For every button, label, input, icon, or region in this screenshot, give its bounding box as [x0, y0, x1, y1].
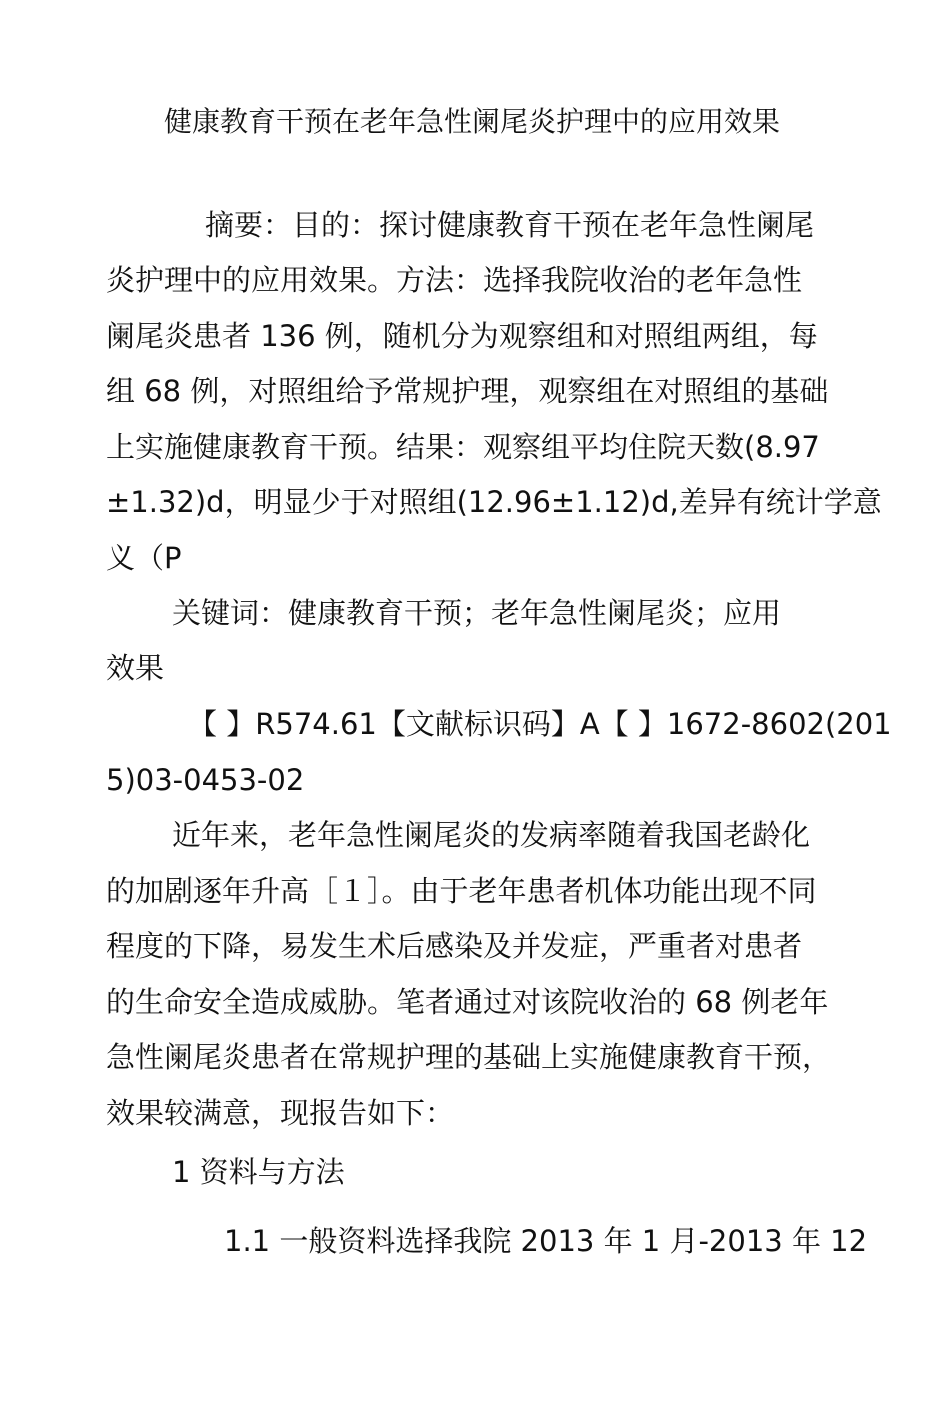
abstract-line: 义（P — [106, 541, 182, 575]
abstract-line: 摘要：目的：探讨健康教育干预在老年急性阑尾 — [205, 208, 815, 242]
abstract-line: 组 68 例，对照组给予常规护理，观察组在对照组的基础 — [106, 374, 829, 408]
classification-line: 【 】R574.61【文献标识码】A【 】1672-8602(201 — [188, 707, 892, 741]
intro-line: 程度的下降，易发生术后感染及并发症，严重者对患者 — [106, 929, 803, 963]
subsection-line: 1.1 一般资料选择我院 2013 年 1 月-2013 年 12 — [224, 1224, 868, 1258]
intro-line: 近年来，老年急性阑尾炎的发病率随着我国老龄化 — [172, 818, 811, 852]
classification-line: 5)03-0453-02 — [106, 763, 305, 797]
intro-line: 效果较满意，现报告如下： — [106, 1096, 455, 1130]
section-heading: 1 资料与方法 — [172, 1155, 345, 1189]
intro-line: 急性阑尾炎患者在常规护理的基础上实施健康教育干预， — [106, 1040, 832, 1074]
intro-line: 的生命安全造成威胁。笔者通过对该院收治的 68 例老年 — [106, 985, 829, 1019]
abstract-line: ±1.32)d，明显少于对照组(12.96±1.12)d,差异有统计学意 — [106, 485, 882, 519]
keywords-line: 关键词：健康教育干预；老年急性阑尾炎；应用 — [172, 596, 782, 630]
intro-line: 的加剧逐年升高［１］。由于老年患者机体功能出现不同 — [106, 874, 817, 908]
keywords-line: 效果 — [106, 651, 165, 685]
abstract-line: 上实施健康教育干预。结果：观察组平均住院天数(8.97 — [106, 430, 820, 464]
abstract-line: 阑尾炎患者 136 例，随机分为观察组和对照组两组，每 — [106, 319, 818, 353]
paper-title: 健康教育干预在老年急性阑尾炎护理中的应用效果 — [164, 105, 781, 138]
abstract-line: 炎护理中的应用效果。方法：选择我院收治的老年急性 — [106, 263, 803, 297]
